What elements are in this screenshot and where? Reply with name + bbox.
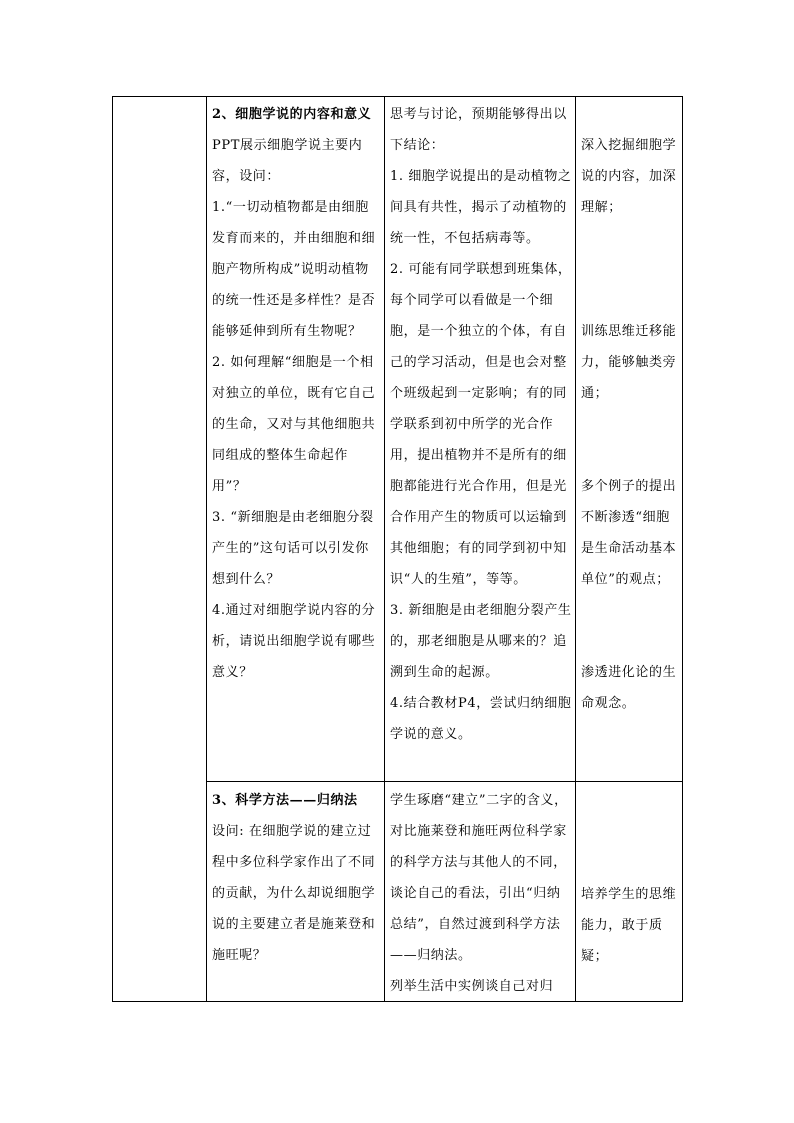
student-text: 思考与讨论，预期能够得出以下结论：: [390, 107, 567, 153]
student-activity-cell: [390, 99, 573, 779]
teacher-question: 2. 如何理解“细胞是一个相对独立的单位，既有它自己的生命，又对与其他细胞共同组成的整体生命起作用”？: [212, 355, 376, 494]
student-conclusion: 4.结合教材P4，尝试归纳细胞学说的意义。: [390, 696, 572, 742]
column-divider: [575, 97, 576, 1001]
section-heading: 3、科学方法——归纳法: [212, 793, 358, 808]
student-conclusion: 3. 新细胞是由老细胞分裂产生的，那老细胞是从哪来的？追溯到生命的起源。: [390, 603, 572, 680]
design-intent-cell: [581, 97, 681, 777]
design-intent-cell: [581, 785, 681, 1001]
intent-text: 渗透进化论的生命观念。: [581, 665, 677, 711]
teacher-question: 1.“一切动植物都是由细胞发育而来的，并由细胞和细胞产物所构成”说明动植物的统一性还是多样性？是否能够延伸到所有生物呢？: [212, 200, 376, 339]
row-divider: [206, 781, 682, 782]
lesson-plan-table: [112, 96, 683, 1002]
student-activity-cell: [390, 785, 573, 1001]
empty-stage-cell: [113, 97, 206, 1003]
teacher-question: 3. “新细胞是由老细胞分裂产生的”这句话可以引发你想到什么？: [212, 510, 374, 587]
student-conclusion: 2. 可能有同学联想到班集体，每个同学可以看做是一个细胞，是一个独立的个体，有自己的学习活动，但是也会对整个班级起到一定影响；有的同学联系到初中所学的光合作用，提出植物并不是所有的细胞都能进行光合作用，但是光合作用产生的物质可以运输到其他细胞；有的同学到初中知识“人的生殖”，等等。: [390, 262, 572, 587]
teacher-activity-cell: [212, 785, 382, 1001]
teacher-question: 设问: 在细胞学说的建立过程中多位科学家作出了不同的贡献，为什么却说细胞学说的主要建立者是施莱登和施旺呢？: [212, 824, 376, 963]
teacher-text: PPT展示细胞学说主要内容，设问：: [212, 138, 363, 184]
intent-text: 深入挖掘细胞学说的内容，加深理解；: [581, 138, 677, 215]
student-text: 列举生活中实例谈自己对归: [390, 979, 554, 994]
intent-text: 训练思维迁移能力，能够触类旁通；: [581, 324, 677, 401]
intent-text: 培养学生的思维能力，敢于质疑；: [581, 887, 677, 964]
teacher-question: 4.通过对细胞学说内容的分析，请说出细胞学说有哪些意义？: [212, 603, 376, 680]
student-conclusion: 1. 细胞学说提出的是动植物之间具有共性，揭示了动植物的统一性，不包括病毒等。: [390, 169, 572, 246]
section-heading: 2、细胞学说的内容和意义: [212, 107, 372, 122]
student-text: 学生琢磨“建立”二字的含义，对比施莱登和施旺两位科学家的科学方法与其他人的不同，谈论自己的看法，引出“归纳总结”，自然过渡到科学方法——归纳法。: [390, 793, 568, 963]
column-divider: [384, 97, 385, 1001]
column-divider: [206, 97, 207, 1001]
teacher-activity-cell: [212, 99, 382, 779]
intent-text: 多个例子的提出不断渗透“细胞是生命活动基本单位”的观点；: [581, 479, 677, 587]
